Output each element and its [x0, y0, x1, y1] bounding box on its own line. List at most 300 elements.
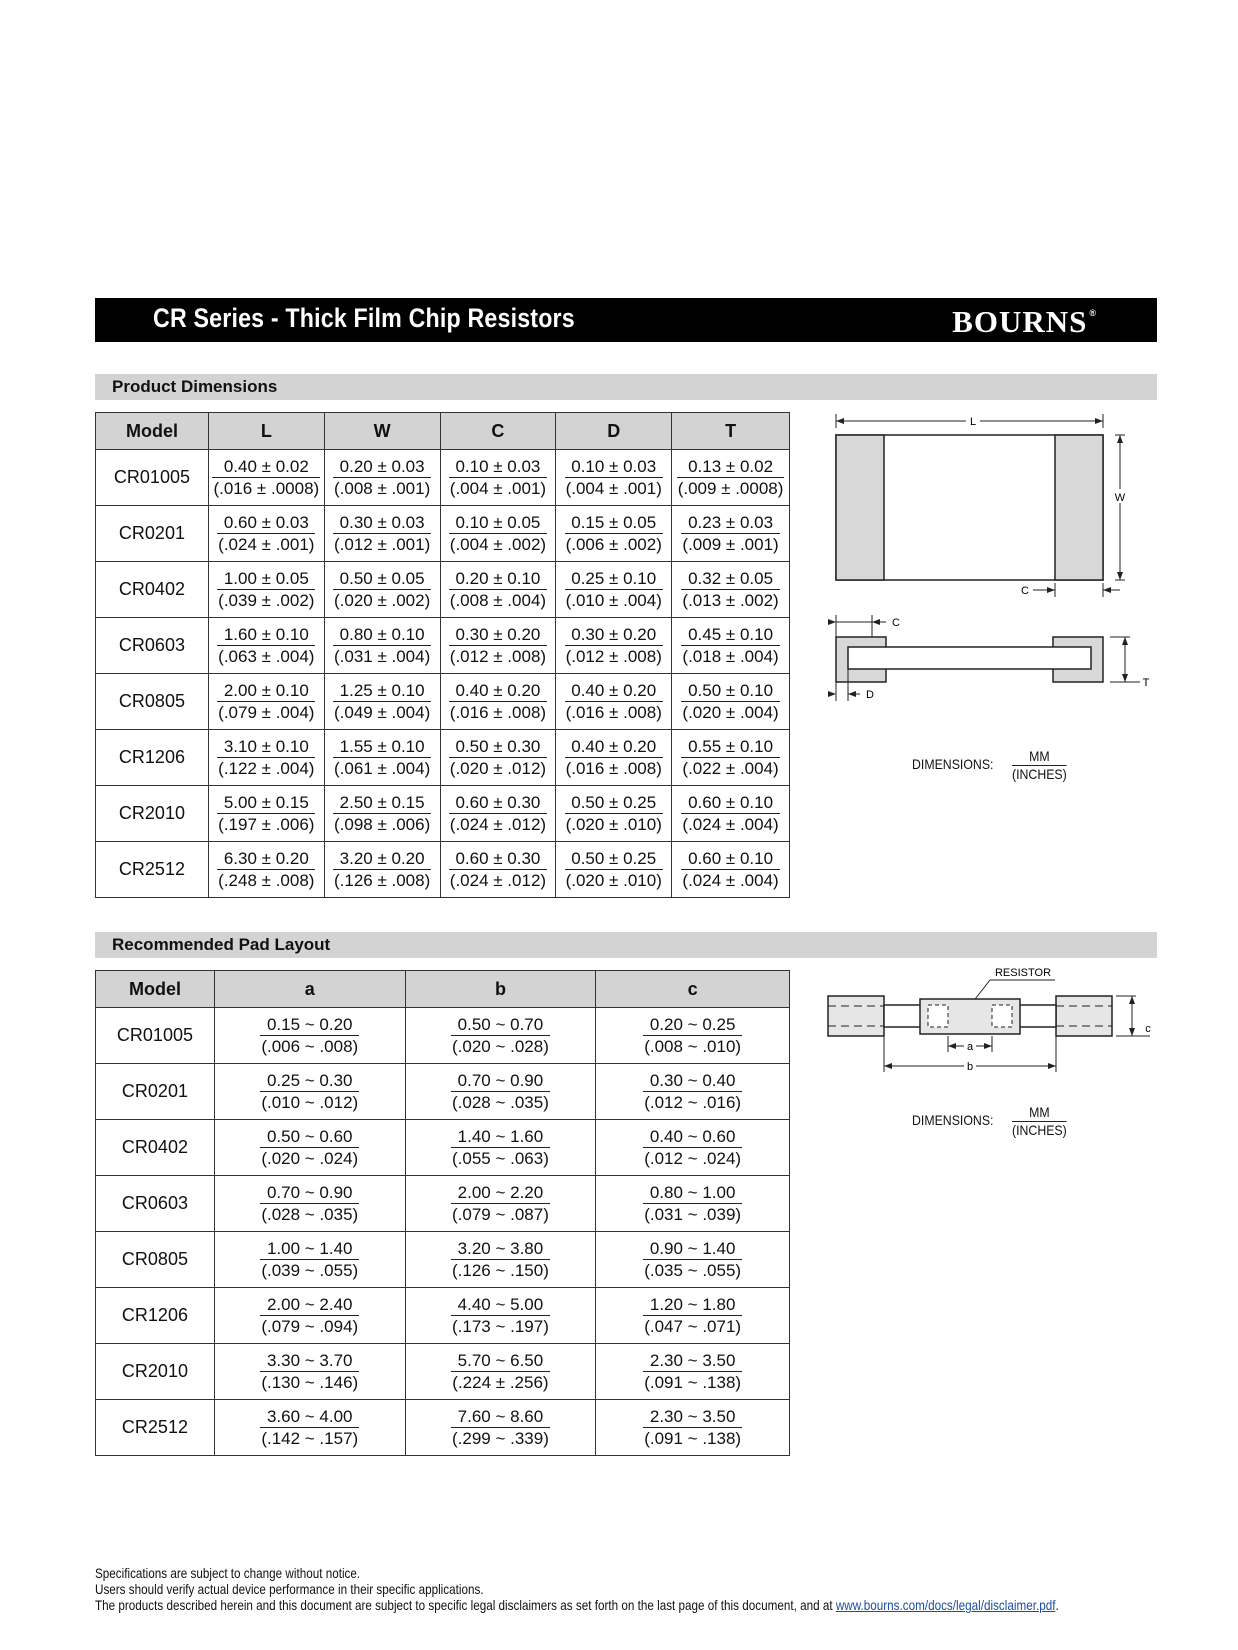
- dimension-fraction: [451, 1238, 550, 1281]
- value-mm: 0.30 ± 0.20: [565, 624, 663, 646]
- dimension-fraction: [681, 624, 779, 667]
- dimension-fraction: [681, 792, 779, 835]
- value-inches: (.028 ~ .035): [261, 1205, 359, 1224]
- value-inches: (.020 ~ .024): [261, 1149, 359, 1168]
- value-mm: 0.23 ± 0.03: [681, 512, 779, 534]
- value-mm: 1.20 ~ 1.80: [643, 1294, 742, 1316]
- value-inches: (.197 ± .006): [218, 815, 315, 834]
- dimension-fraction: [260, 1182, 359, 1225]
- dimension-fraction: [643, 1070, 742, 1113]
- dimension-fraction: [451, 1070, 550, 1113]
- value-mm: 0.15 ~ 0.20: [260, 1014, 359, 1036]
- value-inches: (.091 ~ .138): [644, 1429, 742, 1448]
- value-cell: [405, 1344, 596, 1400]
- value-mm: 0.70 ~ 0.90: [451, 1070, 550, 1092]
- value-mm: 5.70 ~ 6.50: [451, 1350, 549, 1372]
- pad-layout-table: [95, 970, 790, 1456]
- model-cell: CR2512: [96, 842, 209, 898]
- value-mm: 0.25 ~ 0.30: [260, 1070, 359, 1092]
- value-cell: [440, 786, 556, 842]
- dimension-fraction: [451, 1014, 550, 1057]
- model-cell: CR0603: [96, 1176, 215, 1232]
- table-row: [96, 506, 790, 562]
- label-b: b: [966, 1061, 974, 1073]
- unit-fraction: [1012, 1104, 1067, 1139]
- model-cell: CR01005: [96, 450, 209, 506]
- page-title: CR Series - Thick Film Chip Resistors: [153, 303, 575, 333]
- value-inches: (.010 ± .004): [565, 591, 662, 610]
- value-cell: [324, 506, 440, 562]
- value-mm: 0.10 ± 0.03: [449, 456, 547, 478]
- value-mm: 0.50 ± 0.05: [333, 568, 431, 590]
- chip-dimension-drawing: [820, 405, 1155, 725]
- value-mm: 3.20 ~ 3.80: [451, 1238, 550, 1260]
- value-inches: (.173 ~ .197): [452, 1317, 549, 1336]
- value-inches: (.008 ± .001): [333, 479, 431, 498]
- value-mm: 1.00 ~ 1.40: [260, 1238, 359, 1260]
- dimension-fraction: [565, 568, 663, 611]
- value-mm: 0.13 ± 0.02: [677, 456, 785, 478]
- value-mm: 1.55 ± 0.10: [333, 736, 431, 758]
- value-inches: (.020 ~ .028): [452, 1037, 549, 1056]
- value-mm: 3.60 ~ 4.00: [260, 1406, 359, 1428]
- dimension-fraction: [451, 1350, 549, 1393]
- value-inches: (.130 ~ .146): [261, 1373, 359, 1392]
- value-mm: 0.10 ± 0.05: [449, 512, 547, 534]
- model-cell: CR01005: [96, 1008, 215, 1064]
- table-row: [96, 1288, 790, 1344]
- table-row: [96, 1008, 790, 1064]
- value-cell: [324, 674, 440, 730]
- value-cell: [672, 674, 790, 730]
- section-title: Recommended Pad Layout: [112, 935, 331, 954]
- dimension-fraction: [260, 1070, 359, 1113]
- registered-mark: ®: [1089, 308, 1097, 318]
- value-mm: 2.30 ~ 3.50: [643, 1350, 742, 1372]
- value-mm: 6.30 ± 0.20: [217, 848, 315, 870]
- value-mm: 0.80 ~ 1.00: [643, 1182, 742, 1204]
- value-mm: 0.10 ± 0.03: [565, 456, 663, 478]
- dimension-fraction: [677, 456, 785, 499]
- value-inches: (.024 ± .001): [218, 535, 315, 554]
- dimension-fraction: [643, 1350, 742, 1393]
- value-cell: [596, 1176, 790, 1232]
- dimension-fraction: [449, 792, 547, 835]
- value-inches: (.022 ± .004): [682, 759, 779, 778]
- pad-header-b: b: [405, 971, 596, 1008]
- pad-layout-drawing: [820, 960, 1155, 1085]
- dimension-fraction: [212, 456, 320, 499]
- value-cell: [556, 506, 672, 562]
- value-inches: (.004 ± .002): [449, 535, 547, 554]
- value-mm: 0.30 ± 0.20: [449, 624, 547, 646]
- label-c-pad: c: [1145, 1023, 1151, 1035]
- footer-disclaimer: [95, 1566, 1175, 1614]
- value-mm: 2.00 ~ 2.40: [260, 1294, 359, 1316]
- value-cell: [596, 1400, 790, 1456]
- value-inches: (.010 ~ .012): [261, 1093, 359, 1112]
- value-mm: 1.60 ± 0.10: [217, 624, 315, 646]
- value-mm: 7.60 ~ 8.60: [451, 1406, 550, 1428]
- value-mm: 0.70 ~ 0.90: [260, 1182, 359, 1204]
- unit-fraction: [1012, 748, 1067, 783]
- dimension-fraction: [451, 1406, 550, 1449]
- label-d: D: [866, 689, 874, 701]
- dim-header-t: T: [672, 413, 790, 450]
- dimension-fraction: [451, 1182, 550, 1225]
- value-mm: 0.15 ± 0.05: [565, 512, 663, 534]
- value-mm: 3.10 ± 0.10: [217, 736, 315, 758]
- pad-header-a: a: [214, 971, 405, 1008]
- value-mm: 0.90 ~ 1.40: [643, 1238, 742, 1260]
- dimension-fraction: [333, 456, 431, 499]
- dimension-fraction: [449, 848, 547, 891]
- dimension-fraction: [217, 680, 315, 723]
- value-mm: 1.00 ± 0.05: [217, 568, 315, 590]
- value-cell: [324, 730, 440, 786]
- value-cell: [596, 1120, 790, 1176]
- dimension-fraction: [449, 568, 547, 611]
- label-t: T: [1142, 677, 1150, 689]
- value-mm: 0.20 ~ 0.25: [643, 1014, 742, 1036]
- dimension-fraction: [565, 624, 663, 667]
- value-inches: (.063 ± .004): [218, 647, 315, 666]
- footer-line-1: Specifications are subject to change without notice.: [95, 1566, 361, 1581]
- dimension-fraction: [260, 1350, 359, 1393]
- dimension-fraction: [643, 1238, 742, 1281]
- value-inches: (.055 ~ .063): [452, 1149, 549, 1168]
- dimension-fraction: [681, 680, 779, 723]
- value-mm: 0.50 ~ 0.60: [260, 1126, 359, 1148]
- dimension-fraction: [333, 568, 431, 611]
- value-inches: (.012 ~ .024): [644, 1149, 742, 1168]
- dim-header-model: Model: [96, 413, 209, 450]
- dimension-fraction: [217, 736, 315, 779]
- value-cell: [440, 674, 556, 730]
- dimension-fraction: [260, 1014, 359, 1057]
- value-mm: 2.00 ± 0.10: [217, 680, 315, 702]
- value-cell: [208, 730, 324, 786]
- value-inches: (.024 ± .004): [682, 871, 779, 890]
- value-cell: [208, 562, 324, 618]
- dimension-fraction: [449, 680, 547, 723]
- value-mm: 0.40 ± 0.02: [212, 456, 320, 478]
- value-inches: (.126 ± .008): [333, 871, 431, 890]
- value-mm: 5.00 ± 0.15: [217, 792, 315, 814]
- value-mm: 0.60 ± 0.30: [449, 848, 547, 870]
- model-cell: CR0201: [96, 506, 209, 562]
- value-mm: 0.20 ± 0.10: [449, 568, 547, 590]
- value-cell: [214, 1344, 405, 1400]
- value-inches: (.079 ~ .094): [261, 1317, 359, 1336]
- value-mm: 0.20 ± 0.03: [333, 456, 431, 478]
- pad-header-c: c: [596, 971, 790, 1008]
- label-a: a: [966, 1041, 974, 1053]
- value-mm: 0.40 ± 0.20: [565, 736, 663, 758]
- dimension-fraction: [643, 1406, 742, 1449]
- value-inches: (.098 ± .006): [333, 815, 431, 834]
- table-row: [96, 842, 790, 898]
- value-cell: [440, 562, 556, 618]
- value-mm: 0.50 ± 0.25: [565, 848, 663, 870]
- pad-header-model: Model: [96, 971, 215, 1008]
- value-mm: 0.32 ± 0.05: [681, 568, 779, 590]
- table-row: [96, 1344, 790, 1400]
- model-cell: CR0402: [96, 1120, 215, 1176]
- value-mm: 0.40 ± 0.20: [449, 680, 547, 702]
- value-cell: [596, 1232, 790, 1288]
- dimension-fraction: [333, 512, 431, 555]
- value-cell: [556, 562, 672, 618]
- dimension-fraction: [451, 1294, 550, 1337]
- value-mm: 0.40 ~ 0.60: [643, 1126, 742, 1148]
- value-inches: (.009 ± .0008): [677, 479, 784, 498]
- dimension-fraction: [333, 792, 431, 835]
- value-cell: [596, 1344, 790, 1400]
- value-cell: [405, 1064, 596, 1120]
- value-inches: (.024 ± .004): [682, 815, 779, 834]
- value-mm: 0.50 ± 0.25: [565, 792, 663, 814]
- dimension-fraction: [333, 624, 431, 667]
- dimension-fraction: [643, 1014, 742, 1057]
- model-cell: CR2010: [96, 786, 209, 842]
- value-inches: (.047 ~ .071): [644, 1317, 742, 1336]
- value-cell: [672, 842, 790, 898]
- table-row: [96, 674, 790, 730]
- table-row: [96, 1176, 790, 1232]
- dimension-fraction: [565, 736, 663, 779]
- dimension-fraction: [643, 1294, 742, 1337]
- bourns-logo: [952, 304, 1097, 340]
- dimension-fraction: [449, 736, 547, 779]
- model-cell: CR0805: [96, 674, 209, 730]
- value-mm: 1.25 ± 0.10: [333, 680, 431, 702]
- dimension-fraction: [643, 1126, 742, 1169]
- dimension-fraction: [217, 568, 315, 611]
- value-cell: [324, 842, 440, 898]
- value-cell: [208, 674, 324, 730]
- table-row: [96, 730, 790, 786]
- table-row: [96, 1064, 790, 1120]
- value-inches: (.016 ± .008): [449, 703, 547, 722]
- value-mm: 0.60 ± 0.10: [681, 848, 779, 870]
- value-inches: (.079 ± .004): [218, 703, 315, 722]
- footer-line-2: Users should verify actual device performance in their specific applications.: [95, 1582, 484, 1597]
- label-c-top: C: [1021, 585, 1029, 597]
- dimension-fraction: [565, 456, 663, 499]
- value-cell: [440, 842, 556, 898]
- model-cell: CR0402: [96, 562, 209, 618]
- dimensions-label: DIMENSIONS:: [912, 756, 994, 772]
- dimension-fraction: [260, 1406, 359, 1449]
- value-mm: 0.50 ± 0.30: [449, 736, 547, 758]
- value-cell: [440, 506, 556, 562]
- value-mm: 0.60 ± 0.10: [681, 792, 779, 814]
- dimension-fraction: [333, 736, 431, 779]
- value-inches: (.142 ~ .157): [261, 1429, 359, 1448]
- model-cell: CR1206: [96, 1288, 215, 1344]
- value-mm: 4.40 ~ 5.00: [451, 1294, 550, 1316]
- value-mm: 0.50 ~ 0.70: [451, 1014, 550, 1036]
- value-inches: (.224 ± .256): [452, 1373, 549, 1392]
- value-cell: [324, 786, 440, 842]
- model-cell: CR1206: [96, 730, 209, 786]
- dimension-fraction: [681, 512, 779, 555]
- model-cell: CR2010: [96, 1344, 215, 1400]
- value-cell: [405, 1288, 596, 1344]
- label-w: W: [1114, 492, 1126, 504]
- value-inches: (.006 ~ .008): [261, 1037, 359, 1056]
- value-inches: (.039 ~ .055): [261, 1261, 359, 1280]
- value-inches: (.020 ± .012): [449, 759, 547, 778]
- value-cell: [672, 730, 790, 786]
- value-mm: 3.30 ~ 3.70: [260, 1350, 359, 1372]
- value-inches: (.039 ± .002): [218, 591, 315, 610]
- value-cell: [324, 618, 440, 674]
- value-mm: 0.60 ± 0.30: [449, 792, 547, 814]
- dimension-fraction: [260, 1126, 359, 1169]
- value-cell: [214, 1064, 405, 1120]
- model-cell: CR0201: [96, 1064, 215, 1120]
- value-cell: [208, 786, 324, 842]
- value-mm: 0.80 ± 0.10: [333, 624, 431, 646]
- value-inches: (.079 ~ .087): [452, 1205, 549, 1224]
- dimension-fraction: [681, 848, 779, 891]
- dim-header-d: D: [556, 413, 672, 450]
- value-cell: [405, 1120, 596, 1176]
- value-inches: (.020 ± .002): [333, 591, 431, 610]
- model-cell: CR0805: [96, 1232, 215, 1288]
- model-cell: CR0603: [96, 618, 209, 674]
- footer-line-3-text: The products described herein and this document are subject to specific legal disclaimers as set forth on the last page of this document, and at: [95, 1598, 836, 1613]
- value-cell: [405, 1400, 596, 1456]
- value-mm: 2.30 ~ 3.50: [643, 1406, 742, 1428]
- value-mm: 1.40 ~ 1.60: [451, 1126, 550, 1148]
- value-mm: 0.25 ± 0.10: [565, 568, 663, 590]
- value-cell: [324, 450, 440, 506]
- value-inches: (.031 ~ .039): [644, 1205, 742, 1224]
- value-cell: [596, 1064, 790, 1120]
- value-cell: [556, 786, 672, 842]
- value-cell: [440, 618, 556, 674]
- value-mm: 0.50 ± 0.10: [681, 680, 779, 702]
- value-inches: (.004 ± .001): [565, 479, 662, 498]
- value-inches: (.126 ~ .150): [452, 1261, 549, 1280]
- dimension-fraction: [449, 624, 547, 667]
- value-mm: 0.30 ~ 0.40: [643, 1070, 742, 1092]
- value-inches: (.006 ± .002): [565, 535, 662, 554]
- value-inches: (.016 ± .008): [565, 759, 662, 778]
- value-cell: [208, 506, 324, 562]
- value-cell: [214, 1008, 405, 1064]
- value-inches: (.049 ± .004): [333, 703, 431, 722]
- value-inches: (.299 ~ .339): [452, 1429, 549, 1448]
- value-cell: [324, 562, 440, 618]
- value-cell: [214, 1120, 405, 1176]
- table-row: [96, 450, 790, 506]
- dimension-fraction: [217, 512, 315, 555]
- dimension-fraction: [217, 848, 315, 891]
- value-cell: [214, 1288, 405, 1344]
- value-cell: [405, 1232, 596, 1288]
- value-inches: (.091 ~ .138): [644, 1373, 742, 1392]
- dimension-fraction: [643, 1182, 742, 1225]
- section-product-dimensions: [95, 374, 1157, 400]
- value-inches: (.020 ± .004): [682, 703, 779, 722]
- value-cell: [208, 618, 324, 674]
- value-cell: [440, 730, 556, 786]
- table-row: [96, 1400, 790, 1456]
- table-row: [96, 1232, 790, 1288]
- value-inches: (.012 ± .001): [333, 535, 431, 554]
- value-inches: (.028 ~ .035): [452, 1093, 549, 1112]
- value-inches: (.018 ± .004): [682, 647, 779, 666]
- dimension-fraction: [260, 1238, 359, 1281]
- value-cell: [672, 618, 790, 674]
- value-mm: 0.45 ± 0.10: [681, 624, 779, 646]
- value-inches: (.008 ± .004): [449, 591, 547, 610]
- value-inches: (.016 ± .0008): [213, 479, 320, 498]
- value-inches: (.009 ± .001): [682, 535, 779, 554]
- value-inches: (.061 ± .004): [333, 759, 431, 778]
- label-c-side: C: [892, 617, 900, 629]
- unit-inches: (INCHES): [1012, 1122, 1067, 1138]
- dimension-fraction: [449, 512, 547, 555]
- value-mm: 2.00 ~ 2.20: [451, 1182, 550, 1204]
- value-cell: [556, 730, 672, 786]
- dimension-fraction: [681, 736, 779, 779]
- value-inches: (.024 ± .012): [449, 815, 547, 834]
- label-l: L: [969, 416, 977, 428]
- value-cell: [596, 1288, 790, 1344]
- dimension-fraction: [565, 792, 663, 835]
- value-cell: [440, 450, 556, 506]
- value-cell: [596, 1008, 790, 1064]
- value-mm: 0.60 ± 0.03: [217, 512, 315, 534]
- table-row: [96, 618, 790, 674]
- product-dimensions-table: [95, 412, 790, 898]
- footer-line-3-suffix: .: [1055, 1598, 1059, 1613]
- value-cell: [214, 1400, 405, 1456]
- value-inches: (.012 ± .008): [449, 647, 547, 666]
- value-inches: (.012 ~ .016): [644, 1093, 742, 1112]
- value-inches: (.031 ± .004): [333, 647, 431, 666]
- footer-line-3: [95, 1598, 1059, 1614]
- dimension-fraction: [217, 792, 315, 835]
- value-cell: [672, 450, 790, 506]
- value-cell: [556, 842, 672, 898]
- unit-mm: MM: [1012, 748, 1067, 766]
- value-inches: (.248 ± .008): [218, 871, 315, 890]
- value-inches: (.024 ± .012): [449, 871, 547, 890]
- value-cell: [214, 1232, 405, 1288]
- dim-header-c: C: [440, 413, 556, 450]
- model-cell: CR2512: [96, 1400, 215, 1456]
- unit-mm: MM: [1012, 1104, 1067, 1122]
- value-cell: [672, 786, 790, 842]
- value-cell: [405, 1176, 596, 1232]
- logo-text: BOURNS: [952, 304, 1088, 339]
- value-cell: [556, 674, 672, 730]
- value-mm: 3.20 ± 0.20: [333, 848, 431, 870]
- value-cell: [214, 1176, 405, 1232]
- table-row: [96, 786, 790, 842]
- value-cell: [208, 450, 324, 506]
- value-cell: [405, 1008, 596, 1064]
- table-row: [96, 1120, 790, 1176]
- section-title: Product Dimensions: [112, 377, 278, 396]
- disclaimer-link[interactable]: www.bourns.com/docs/legal/disclaimer.pdf: [835, 1598, 1056, 1613]
